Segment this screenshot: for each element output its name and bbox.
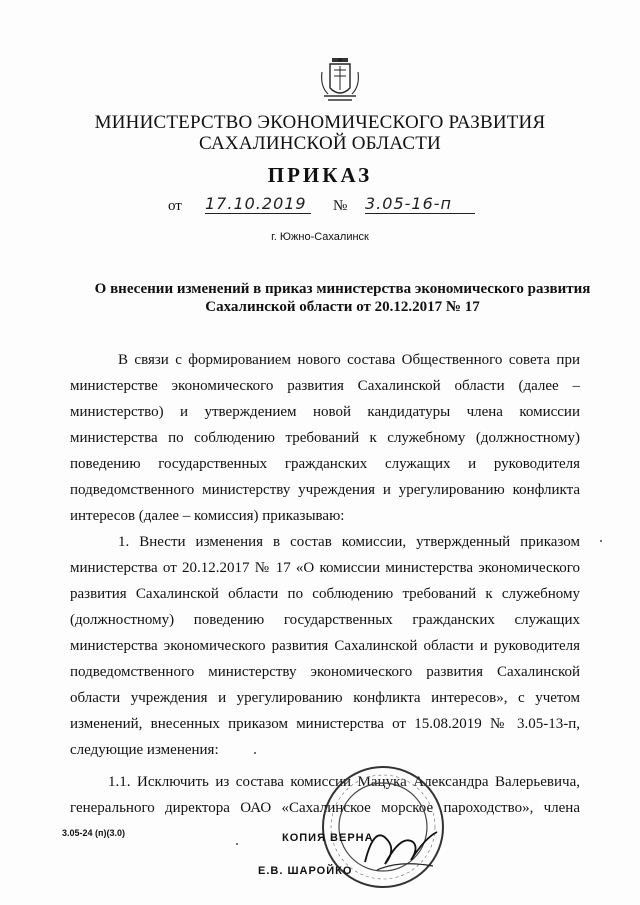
certifier-name-stamp: Е.В. ШАРОЙКО bbox=[258, 865, 353, 877]
coat-of-arms-emblem bbox=[318, 52, 362, 108]
body-line: В связи с формированием нового состава Общественного совета при bbox=[118, 352, 580, 368]
body-line: министерства по соблюдению требований к служебному (должностному) bbox=[70, 430, 580, 446]
body-line: подведомственного министерству учреждения и урегулированию конфликта bbox=[70, 482, 580, 498]
body-line: генерального директора ОАО «Сахалинское морское пароходство», члена bbox=[70, 800, 580, 816]
document-type-heading: ПРИКАЗ bbox=[267, 163, 373, 187]
body-line: области учреждения и урегулированию конфликта интересов», с учетом bbox=[70, 690, 580, 706]
body-line: (должностному) поведению государственных гражданских служащих bbox=[70, 612, 580, 628]
scan-speck bbox=[600, 540, 602, 542]
order-title-line2: Сахалинской области от 20.12.2017 № 17 bbox=[205, 299, 480, 315]
body-line: министерство) и утверждением новой кандидатуры члена комиссии bbox=[70, 404, 580, 420]
body-line: министерства экономического развития Сахалинской области и руководителя bbox=[70, 638, 580, 654]
copy-certified-stamp: КОПИЯ ВЕРНА bbox=[282, 832, 374, 844]
number-prefix: № bbox=[333, 198, 348, 214]
ministry-name-line2: САХАЛИНСКОЙ ОБЛАСТИ bbox=[199, 133, 441, 154]
handwritten-signature bbox=[355, 812, 445, 882]
body-line: развития Сахалинской области по соблюдению требований к служебному bbox=[70, 586, 580, 602]
city-line: г. Южно-Сахалинск bbox=[271, 231, 369, 243]
date-prefix: от bbox=[168, 198, 182, 214]
body-line: 1.1. Исключить из состава комиссии Мацука Александра Валерьевича, bbox=[108, 774, 580, 790]
body-line: подведомственного министерству экономического развития Сахалинской bbox=[70, 664, 580, 680]
document-code: 3.05-24 (п)(3.0) bbox=[62, 828, 125, 838]
body-line: изменений, внесенных приказом министерства от 15.08.2019 № 3.05-13-п, bbox=[70, 716, 580, 732]
handwritten-number: 3.05-16-п bbox=[365, 194, 475, 214]
ministry-name-line1: МИНИСТЕРСТВО ЭКОНОМИЧЕСКОГО РАЗВИТИЯ bbox=[94, 112, 546, 133]
body-line: следующие изменения: bbox=[70, 742, 219, 758]
order-title-line1: О внесении изменений в приказ министерства экономического развития bbox=[94, 281, 591, 297]
body-line: интересов (далее – комиссия) приказываю: bbox=[70, 508, 345, 524]
body-line: поведению государственных гражданских служащих и руководителя bbox=[70, 456, 580, 472]
body-line: министерстве экономического развития Сахалинской области (далее – bbox=[70, 378, 580, 394]
handwritten-date: 17.10.2019 bbox=[205, 194, 311, 214]
scan-speck bbox=[236, 843, 238, 845]
scan-speck bbox=[254, 752, 256, 754]
body-line: министерства от 20.12.2017 № 17 «О комиссии министерства экономического bbox=[70, 560, 580, 576]
body-line: 1. Внести изменения в состав комиссии, утвержденный приказом bbox=[118, 534, 580, 550]
